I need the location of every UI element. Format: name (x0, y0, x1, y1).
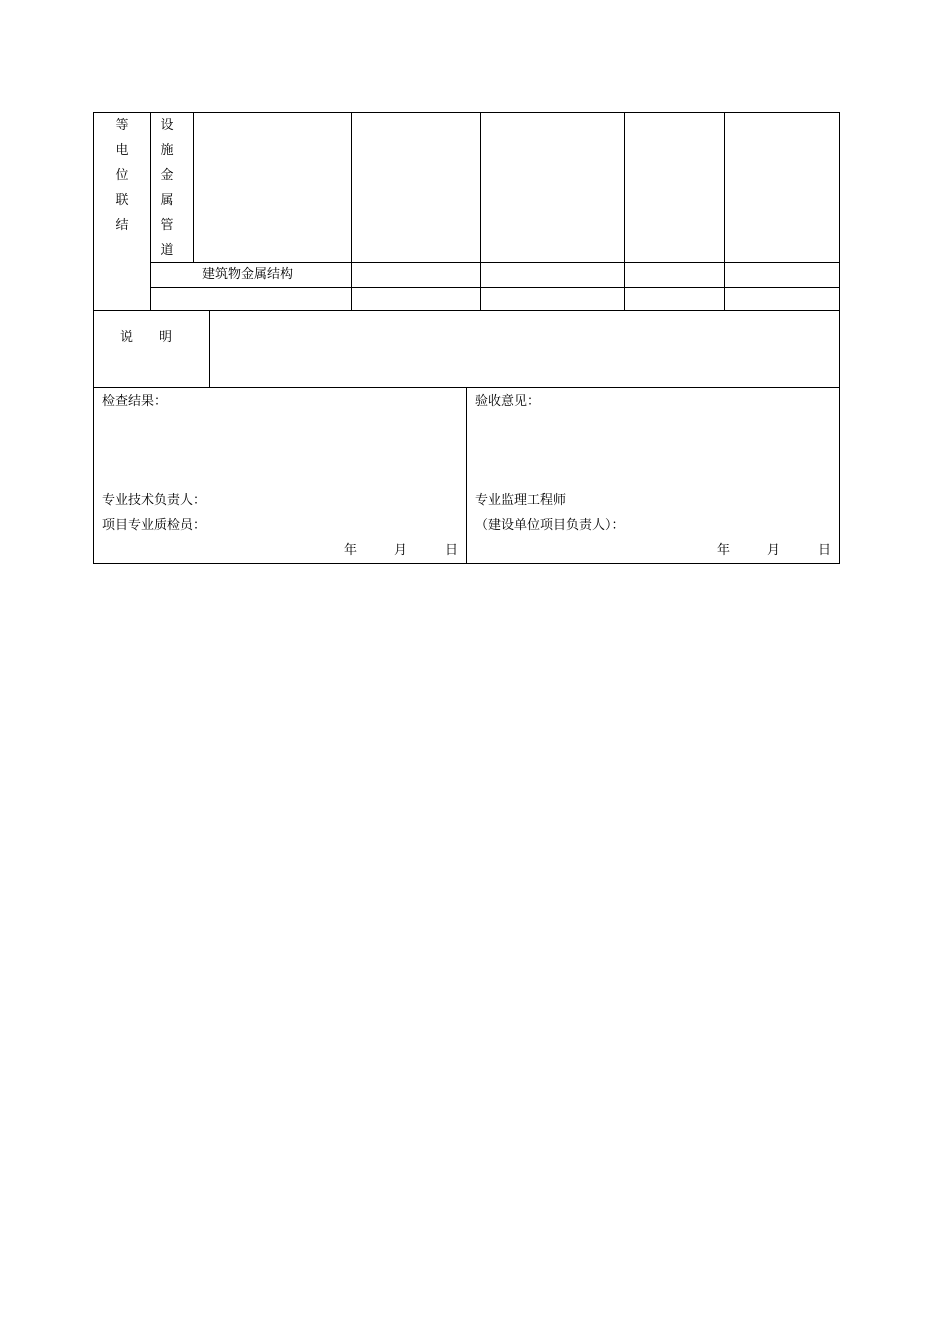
column-divider (150, 112, 151, 311)
label-char: 管 (160, 218, 174, 233)
quality-inspector-label: 项目专业质检员： (102, 518, 207, 533)
facility-metal-pipe-label (153, 113, 181, 263)
label-char: 设 (160, 118, 174, 133)
row-divider (150, 262, 840, 263)
supervisor-label: 专业监理工程师 (475, 493, 567, 508)
date-day: 日 (445, 543, 459, 558)
label-char: 等 (115, 118, 129, 133)
column-divider (624, 112, 625, 311)
note-label: 说 明 (120, 330, 173, 345)
acceptance-opinion-label: 验收意见： (475, 394, 541, 409)
date-month: 月 (767, 543, 781, 558)
label-char: 位 (115, 168, 129, 183)
row-divider (150, 287, 840, 288)
label-char: 结 (115, 218, 129, 233)
date-year: 年 (717, 543, 731, 558)
column-divider (351, 112, 352, 311)
table-border-left (93, 112, 94, 564)
building-metal-structure-label: 建筑物金属结构 (202, 267, 294, 282)
note-content (215, 318, 830, 380)
column-divider (724, 112, 725, 311)
owner-lead-label: （建设单位项目负责人）： (475, 518, 625, 533)
row-divider (93, 310, 840, 311)
date-month: 月 (394, 543, 408, 558)
date-year: 年 (344, 543, 358, 558)
column-divider (193, 112, 194, 263)
table-border-right (839, 112, 840, 564)
tech-lead-label: 专业技术负责人： (102, 493, 207, 508)
table-border-top (93, 112, 840, 113)
label-char: 电 (115, 143, 129, 158)
label-char: 联 (115, 193, 129, 208)
column-divider (480, 112, 481, 311)
label-char: 属 (160, 193, 174, 208)
inspection-result-label: 检查结果： (102, 394, 168, 409)
column-divider (209, 310, 210, 388)
column-divider (466, 387, 467, 564)
date-day: 日 (818, 543, 832, 558)
equipotential-bonding-label (108, 113, 136, 238)
label-char: 道 (160, 243, 174, 258)
label-char: 施 (160, 143, 174, 158)
label-char: 金 (160, 168, 174, 183)
